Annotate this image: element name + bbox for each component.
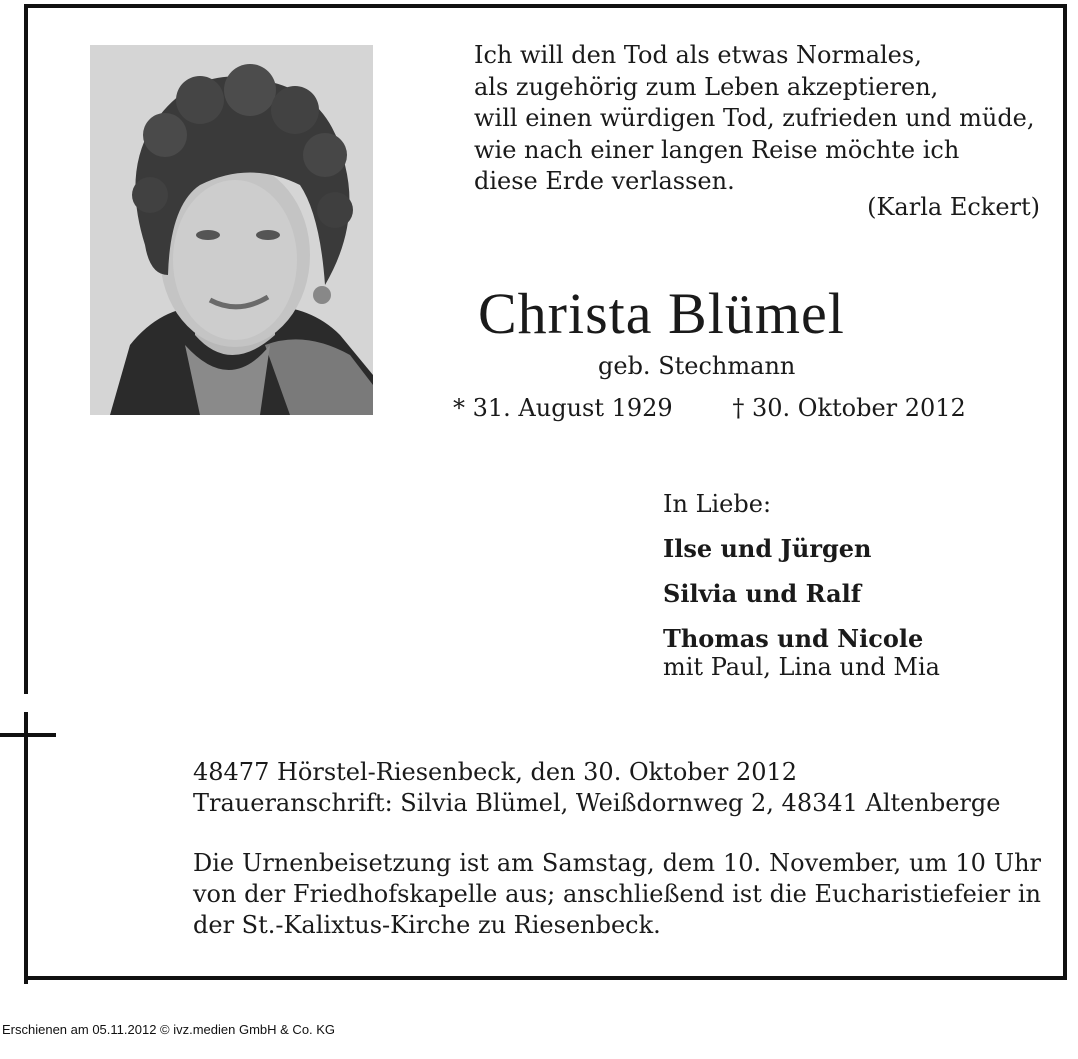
- portrait-photo: [90, 45, 373, 415]
- death-date: † 30. Oktober 2012: [732, 394, 966, 422]
- deceased-name: Christa Blümel: [478, 281, 845, 346]
- place-date: 48477 Hörstel-Riesenbeck, den 30. Oktober 2012: [193, 758, 798, 786]
- family-list: [663, 490, 940, 681]
- maiden-name: geb. Stechmann: [598, 352, 796, 380]
- frame-left-line-upper: [24, 4, 28, 694]
- address-block: [193, 757, 1000, 819]
- poem: [474, 40, 1044, 198]
- notice-line: von der Friedhofskapelle aus; anschließend ist die Eucharistiefeier in: [193, 880, 1041, 908]
- mourning-address: Traueranschrift: Silvia Blümel, Weißdornweg 2, 48341 Altenberge: [193, 789, 1001, 817]
- frame-left-line-lower: [24, 712, 28, 984]
- poem-author: (Karla Eckert): [867, 193, 1040, 221]
- funeral-notice: [193, 848, 1041, 941]
- notice-line: Die Urnenbeisetzung ist am Samstag, dem 10. November, um 10 Uhr: [193, 849, 1041, 877]
- family-member: Silvia und Ralf: [663, 579, 862, 608]
- poem-line: als zugehörig zum Leben akzeptieren,: [474, 72, 939, 101]
- poem-line: wie nach einer langen Reise möchte ich: [474, 135, 960, 164]
- birth-date: * 31. August 1929: [453, 394, 673, 422]
- family-intro: In Liebe:: [663, 490, 772, 518]
- family-member: Ilse und Jürgen: [663, 534, 872, 563]
- family-member: Thomas und Nicole: [663, 624, 924, 653]
- notice-line: der St.-Kalixtus-Kirche zu Riesenbeck.: [193, 911, 661, 939]
- poem-line: will einen würdigen Tod, zufrieden und müde,: [474, 104, 1035, 132]
- life-dates: [453, 394, 966, 422]
- poem-line: Ich will den Tod als etwas Normales,: [474, 41, 922, 69]
- publication-footer: Erschienen am 05.11.2012 © ivz.medien GmbH & Co. KG: [2, 1022, 336, 1037]
- cross-symbol: [0, 733, 56, 737]
- grandchildren: mit Paul, Lina und Mia: [663, 653, 940, 681]
- poem-line: diese Erde verlassen.: [474, 167, 735, 195]
